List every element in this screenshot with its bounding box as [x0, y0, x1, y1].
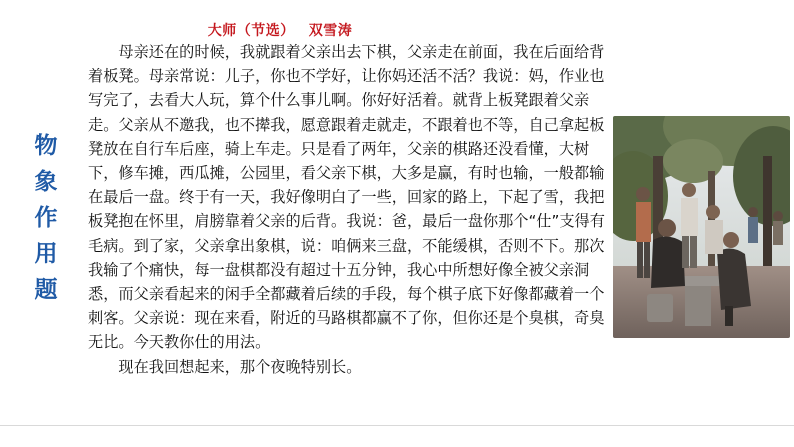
passage-paragraph: 现在我回想起来，那个夜晚特别长。 [118, 357, 362, 376]
side-title-char: 物 [34, 133, 58, 159]
passage-paragraph: 母亲还在的时候，我就跟着父亲出去下棋，父亲走在前面，我在后面给背着板凳。母亲常说：儿子，你也不学好，让你妈还活不活？我说：妈，作业也写完了，去看大人玩，算个什么事儿啊。你好好活着。就背上板凳跟着父亲走。父亲从不邀我，也不撵我，愿意跟着走就走，不跟着也不等，自己拿起板凳放在自行车后座，骑上车走。只是看了两年，父亲的棋路还没看懂，大树下，修车摊，西瓜摊，公园里，看父亲下棋，大多是赢，有时也输，一般都输在最后一盘。终于有一天，我好像明白了一些，回家的路上，下起了雪，我把板凳抱在怀里，肩膀靠着父亲的后背。我说：爸，最后一盘你那个“仕”支得有毛病。到了家，父亲拿出象棋，说：咱俩来三盘，不能缓棋，否则不下。那次我输了个痛快，每一盘棋都没有超过十五分钟，我心中所想好像全被父亲洞悉，而父亲看起来的闲手全都藏着后续的手段，每个棋子底下好像都藏着一个刺客。父亲说：现在来看，附近的马路棋都赢不了你，但你还是个臭棋，奇臭无比。今天教你仕的用法。 [88, 43, 605, 352]
side-title-char: 用 [34, 241, 58, 267]
photo-illustration [613, 116, 790, 338]
side-title-char: 题 [34, 277, 58, 303]
passage-heading [0, 20, 560, 40]
passage-title: 大师（节选） [207, 23, 295, 39]
park-chess-players-photo [613, 116, 790, 338]
passage-author: 双雪涛 [308, 23, 353, 39]
bottom-divider [0, 425, 794, 426]
side-title-char: 作 [34, 205, 58, 231]
side-title [26, 128, 66, 308]
passage-body [88, 40, 606, 379]
side-title-char: 象 [34, 169, 58, 195]
